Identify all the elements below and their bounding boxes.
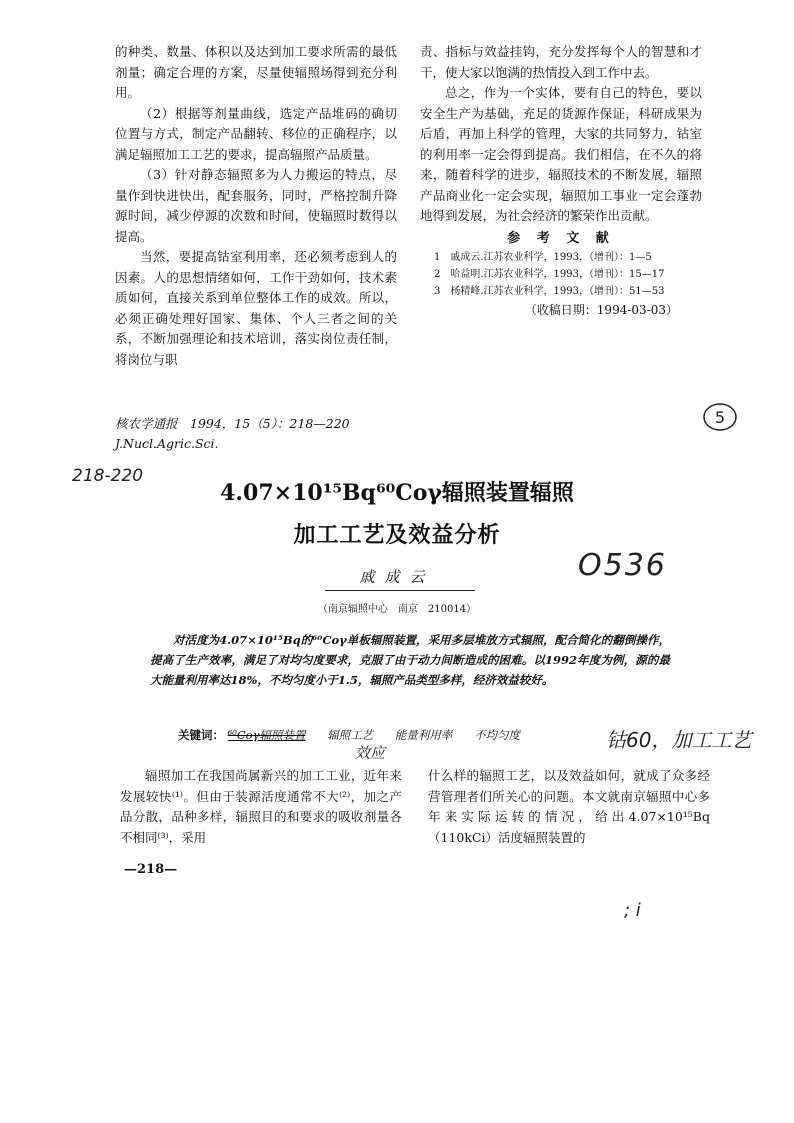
handwritten-bottom-marks: ; i bbox=[624, 900, 641, 921]
body-left-paragraph: 辐照加工在我国尚属新兴的加工工业，近年来发展较快⁽¹⁾。但由于装源活度通常不大⁽²⁾，加之产品分散，品种多样，辐照目的和要求的吸收剂量各不相同⁽³⁾，采用 bbox=[120, 768, 402, 845]
abstract: 对活度为4.07×10¹⁵Bq的⁶⁰Coγ单板辐照装置，采用多层堆放方式辐照，配合简化的翻倒操作，提高了生产效率，满足了对均匀度要求，克服了由于动力间断造成的困难。以1992年度为例，源的最大能量利用率达18%，不均匀度小于1.5，辐照产品类型多样，经济效益较好。 bbox=[150, 633, 670, 687]
left-paragraph-1: 的种类、数量、体积以及达到加工要求所需的最低剂量；确定合理的方案，尽量使辐照场得到充分利用。 bbox=[115, 44, 397, 100]
handwritten-class-code: O536 bbox=[578, 548, 667, 583]
author-affiliation: （南京辐照中心 南京 210014） bbox=[317, 604, 477, 615]
keyword-item: 辐照工艺 bbox=[327, 728, 374, 742]
page-number: —218— bbox=[124, 862, 178, 877]
keyword-item: 能量利用率 bbox=[394, 728, 453, 742]
reference-item: 1 戚成云.江苏农业科学，1993，（增刊）：1—5 bbox=[434, 252, 652, 263]
circled-number-text: 5 bbox=[714, 408, 726, 427]
body-left-column bbox=[120, 766, 402, 848]
handwritten-keywords-note: 钴60，加工工艺 bbox=[606, 728, 752, 752]
left-paragraph-3: （3）针对静态辐照多为人力搬运的特点，尽量作到快进快出，配套服务，同时，严格控制升降源时间，减少停源的次数和时间，使辐照时数得以提高。 bbox=[115, 167, 397, 244]
right-paragraph-1: 责、指标与效益挂钩，充分发挥每个人的智慧和才干，使大家以饱满的热情投入到工作中去。 bbox=[420, 44, 702, 80]
references-heading: 参 考 文 献 bbox=[507, 230, 615, 246]
right-column bbox=[420, 42, 702, 321]
body-right-paragraph: 什么样的辐照工艺，以及效益如何，就成了众多经营管理者们所关心的问题。本文就南京辐照中心多年来实际运转的情况，给出4.07×10¹⁵Bq（110kCi）活度辐照装置的 bbox=[428, 768, 710, 845]
received-date: （收稿日期：1994-03-03） bbox=[524, 303, 678, 317]
body-right-column bbox=[428, 766, 710, 848]
author-underline bbox=[325, 590, 475, 591]
journal-citation bbox=[115, 414, 350, 454]
journal-line-1: 核农学通报 1994，15（5）：218—220 bbox=[115, 416, 350, 431]
handwritten-page-range: 218-220 bbox=[72, 466, 144, 486]
reference-item: 3 杨精峰.江苏农业科学，1993，（增刊）：51—53 bbox=[434, 286, 665, 297]
reference-item: 2 哈益明.江苏农业科学，1993，（增刊）：15—17 bbox=[434, 269, 665, 280]
keyword-item: 不均匀度 bbox=[473, 728, 520, 742]
article-title-line-2: 加工工艺及效益分析 bbox=[293, 522, 501, 548]
author-name: 戚成云 bbox=[359, 568, 435, 586]
left-paragraph-4: 当然，要提高钴室利用率，还必须考虑到人的因素。人的思想情绪如何，工作干劲如何，技术素质如何，直接关系到单位整体工作的成效。所以，必须正确处理好国家、集体、个人三者之间的关系，不断加强理论和技术培训，落实岗位责任制，将岗位与职 bbox=[115, 249, 397, 367]
circled-number-annotation bbox=[700, 400, 740, 434]
left-column bbox=[115, 42, 397, 370]
right-paragraph-2: 总之，作为一个实体，要有自己的特色，要以安全生产为基础，充足的货源作保证，科研成果为后盾，再加上科学的管理，大家的共同努力，钴室的利用率一定会得到提高。我们相信，在不久的将来，随着科学的进步，辐照技术的不断发展，辐照产品商业化一定会实现，辐照加工事业一定会蓬勃地得到发展，为社会经济的繁荣作出贡献。 bbox=[420, 85, 702, 223]
left-paragraph-2: （2）根据等剂量曲线，选定产品堆码的确切位置与方式，制定产品翻转、移位的正确程序，以满足辐照加工工艺的要求，提高辐照产品质量。 bbox=[115, 105, 397, 162]
keywords-label: 关键词： bbox=[178, 728, 224, 742]
article-title-line-1: 4.07×10¹⁵Bq⁶⁰Coγ辐照装置辐照 bbox=[220, 480, 574, 506]
keyword-item: ⁶⁰Coγ辐照装置 bbox=[227, 728, 306, 742]
keywords-line bbox=[178, 727, 520, 743]
references-list bbox=[434, 249, 702, 300]
handwritten-correction: 效应 bbox=[355, 744, 386, 762]
journal-line-2: J.Nucl.Agric.Sci. bbox=[115, 436, 219, 451]
